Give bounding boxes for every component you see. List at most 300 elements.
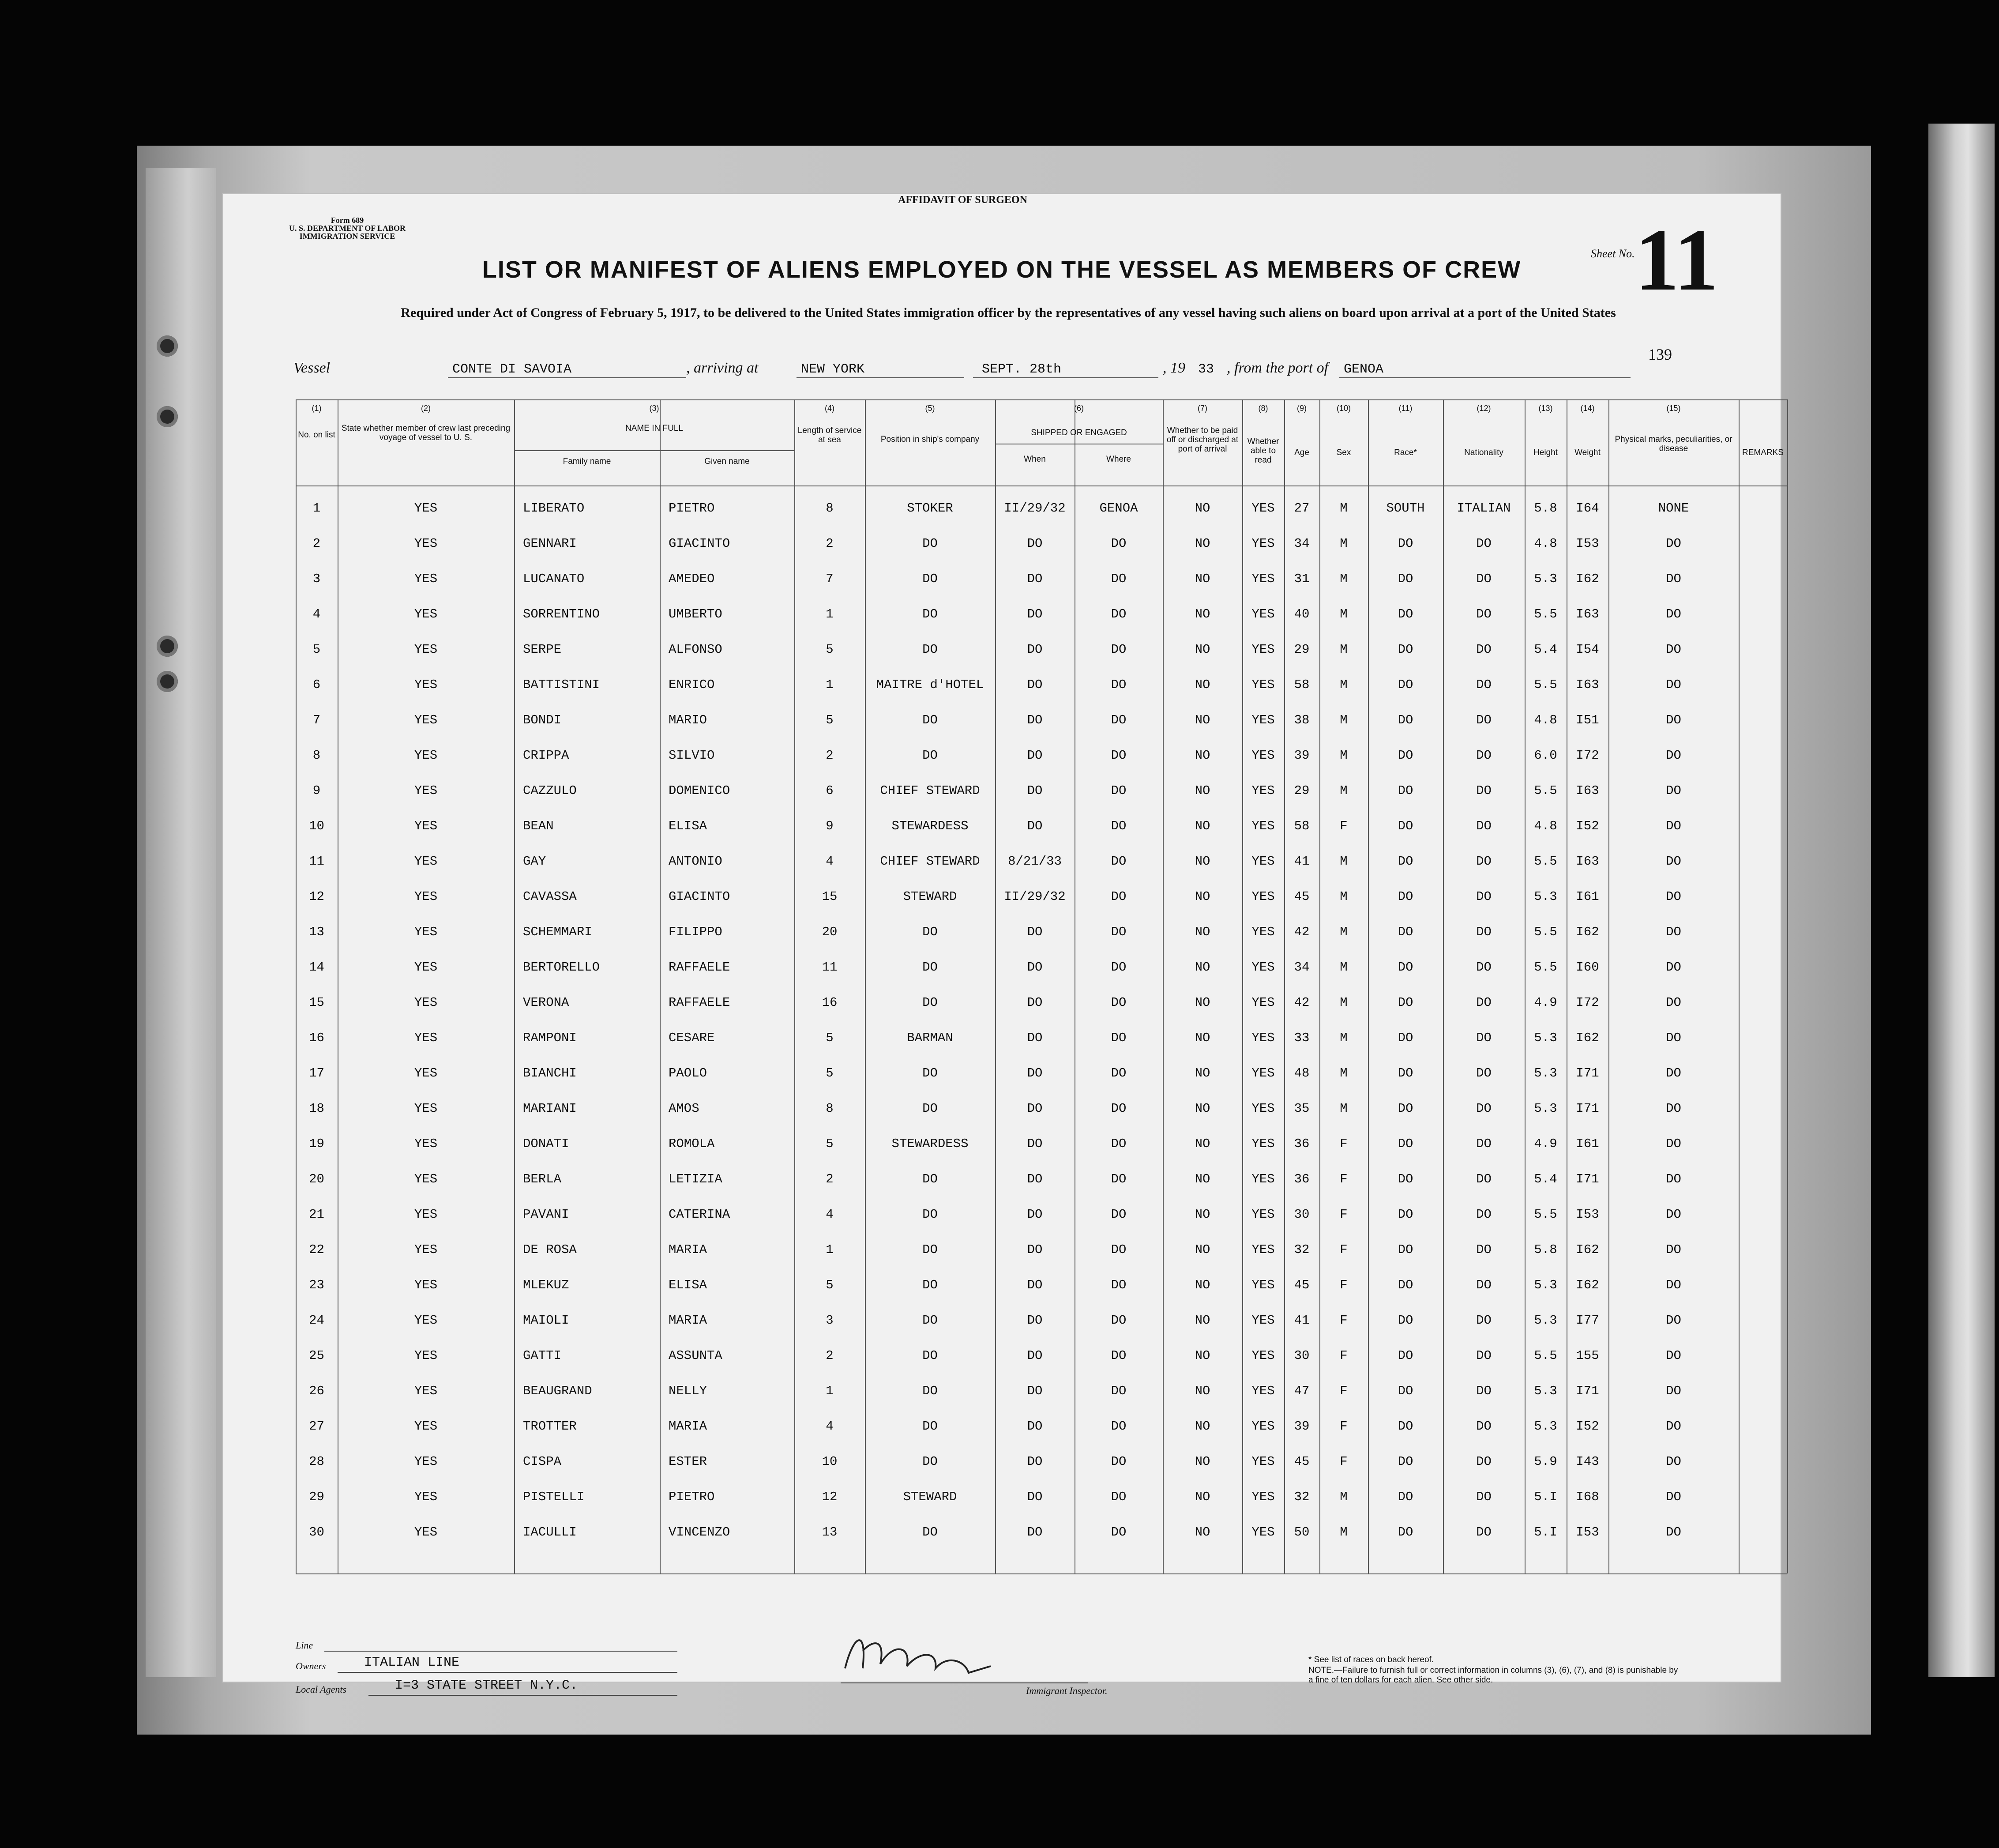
cell-given: ASSUNTA xyxy=(669,1348,722,1363)
cell-weight: I52 xyxy=(1576,819,1599,833)
cell-when: II/29/32 xyxy=(1004,889,1066,904)
cell-nat: DO xyxy=(1476,677,1492,692)
cell-length: 2 xyxy=(826,748,834,763)
cell-paid: NO xyxy=(1195,713,1210,727)
cell-when: DO xyxy=(1027,1137,1043,1151)
column-number: (9) xyxy=(1297,404,1307,413)
cell-given: AMEDEO xyxy=(669,572,715,586)
header-no-on-list: No. on list xyxy=(298,430,335,440)
cell-paid: NO xyxy=(1195,1454,1210,1469)
table-row xyxy=(296,1101,1787,1137)
cell-when: DO xyxy=(1027,1348,1043,1363)
column-number: (3) xyxy=(649,404,659,413)
cell-age: 34 xyxy=(1294,536,1310,551)
cell-nat: DO xyxy=(1476,1101,1492,1116)
cell-where: DO xyxy=(1111,536,1127,551)
cell-when: DO xyxy=(1027,748,1043,763)
cell-given: GIACINTO xyxy=(669,536,730,551)
cell-age: 34 xyxy=(1294,960,1310,975)
cell-sex: F xyxy=(1340,1278,1348,1292)
cell-weight: I61 xyxy=(1576,1137,1599,1151)
cell-sex: M xyxy=(1340,1101,1348,1116)
cell-read: YES xyxy=(1251,501,1275,516)
cell-when: DO xyxy=(1027,1525,1043,1539)
cell-length: 1 xyxy=(826,1384,834,1398)
column-number: (7) xyxy=(1198,404,1207,413)
cell-family: MLEKUZ xyxy=(523,1278,569,1292)
cell-given: ELISA xyxy=(669,1278,707,1292)
cell-age: 48 xyxy=(1294,1066,1310,1080)
header-remarks: REMARKS xyxy=(1742,448,1784,457)
cell-height: 5.I xyxy=(1534,1525,1557,1539)
cell-when: DO xyxy=(1027,1066,1043,1080)
cell-nat: DO xyxy=(1476,1242,1492,1257)
cell-race: DO xyxy=(1398,1490,1413,1504)
cell-no: 6 xyxy=(312,677,321,692)
cell-length: 6 xyxy=(826,783,834,798)
cell-no: 1 xyxy=(312,501,321,516)
cell-read: YES xyxy=(1251,1066,1275,1080)
table-row xyxy=(296,889,1787,925)
cell-nat: DO xyxy=(1476,1137,1492,1151)
cell-given: RAFFAELE xyxy=(669,995,730,1010)
year-prefix: , 19 xyxy=(1163,360,1185,376)
from-port: GENOA xyxy=(1344,362,1384,377)
cell-position: DO xyxy=(922,960,938,975)
cell-sex: M xyxy=(1340,607,1348,621)
cell-no: 15 xyxy=(309,995,324,1010)
cell-age: 35 xyxy=(1294,1101,1310,1116)
cell-where: DO xyxy=(1111,748,1127,763)
table-row xyxy=(296,1031,1787,1066)
cell-given: PIETRO xyxy=(669,1490,715,1504)
cell-length: 5 xyxy=(826,642,834,657)
cell-sex: M xyxy=(1340,677,1348,692)
cell-nat: DO xyxy=(1476,1278,1492,1292)
cell-length: 1 xyxy=(826,677,834,692)
cell-no: 28 xyxy=(309,1454,324,1469)
cell-height: 5.5 xyxy=(1534,1207,1557,1222)
cell-no: 16 xyxy=(309,1031,324,1045)
punch-hole xyxy=(157,335,178,357)
cell-where: DO xyxy=(1111,995,1127,1010)
cell-sex: F xyxy=(1340,819,1348,833)
cell-position: DO xyxy=(922,1313,938,1328)
cell-position: BARMAN xyxy=(907,1031,953,1045)
cell-marks: DO xyxy=(1666,889,1681,904)
cell-crew: YES xyxy=(414,713,438,727)
cell-weight: I64 xyxy=(1576,501,1599,516)
cell-marks: DO xyxy=(1666,783,1681,798)
cell-paid: NO xyxy=(1195,1031,1210,1045)
cell-nat: DO xyxy=(1476,1348,1492,1363)
cell-when: DO xyxy=(1027,1384,1043,1398)
header-paid-off: Whether to be paid off or discharged at port of arrival xyxy=(1166,426,1239,454)
table-row xyxy=(296,854,1787,889)
cell-marks: DO xyxy=(1666,1137,1681,1151)
cell-read: YES xyxy=(1251,1101,1275,1116)
cell-weight: I51 xyxy=(1576,713,1599,727)
cell-when: DO xyxy=(1027,1313,1043,1328)
cell-marks: DO xyxy=(1666,1490,1681,1504)
inspector-signature xyxy=(836,1624,995,1682)
cell-when: DO xyxy=(1027,783,1043,798)
cell-age: 39 xyxy=(1294,748,1310,763)
cell-weight: I54 xyxy=(1576,642,1599,657)
cell-family: SCHEMMARI xyxy=(523,925,592,939)
cell-weight: I77 xyxy=(1576,1313,1599,1328)
cell-given: DOMENICO xyxy=(669,783,730,798)
cell-crew: YES xyxy=(414,1278,438,1292)
cell-where: DO xyxy=(1111,1172,1127,1186)
cell-read: YES xyxy=(1251,1348,1275,1363)
table-row xyxy=(296,1454,1787,1490)
cell-position: DO xyxy=(922,1419,938,1434)
cell-position: DO xyxy=(922,925,938,939)
cell-where: DO xyxy=(1111,1419,1127,1434)
cell-marks: DO xyxy=(1666,854,1681,869)
cell-given: CATERINA xyxy=(669,1207,730,1222)
cell-length: 3 xyxy=(826,1313,834,1328)
cell-marks: DO xyxy=(1666,819,1681,833)
cell-when: DO xyxy=(1027,1454,1043,1469)
cell-height: 5.9 xyxy=(1534,1454,1557,1469)
cell-family: GAY xyxy=(523,854,546,869)
cell-sex: F xyxy=(1340,1313,1348,1328)
cell-race: DO xyxy=(1398,536,1413,551)
cell-age: 31 xyxy=(1294,572,1310,586)
cell-crew: YES xyxy=(414,607,438,621)
cell-race: SOUTH xyxy=(1386,501,1425,516)
cell-where: DO xyxy=(1111,783,1127,798)
cell-family: BERLA xyxy=(523,1172,562,1186)
cell-when: DO xyxy=(1027,1172,1043,1186)
cell-crew: YES xyxy=(414,748,438,763)
cell-height: 4.9 xyxy=(1534,1137,1557,1151)
cell-no: 9 xyxy=(312,783,321,798)
cell-nat: DO xyxy=(1476,960,1492,975)
cell-length: 1 xyxy=(826,1242,834,1257)
table-row xyxy=(296,783,1787,819)
cell-paid: NO xyxy=(1195,783,1210,798)
cell-sex: M xyxy=(1340,536,1348,551)
cell-height: 5.5 xyxy=(1534,607,1557,621)
cell-no: 8 xyxy=(312,748,321,763)
race-footnote: * See list of races on back hereof. xyxy=(1308,1655,1434,1664)
cell-family: BERTORELLO xyxy=(523,960,600,975)
fine-footnote: NOTE.—Failure to furnish full or correct information in columns (3), (6), (7), and (8) is punishable by a fine of ten dollars for each alien. See other side. xyxy=(1308,1666,1678,1685)
cell-read: YES xyxy=(1251,783,1275,798)
punch-hole xyxy=(157,636,178,657)
cell-height: 5.5 xyxy=(1534,960,1557,975)
page-subtitle: Required under Act of Congress of February 5, 1917, to be delivered to the United States immigration officer by the representatives of any vessel having such aliens on board upon arrival at a port of the United States xyxy=(401,305,1616,320)
cell-marks: DO xyxy=(1666,1172,1681,1186)
table-row xyxy=(296,1348,1787,1384)
cell-race: DO xyxy=(1398,995,1413,1010)
cell-family: LIBERATO xyxy=(523,501,585,516)
cell-race: DO xyxy=(1398,854,1413,869)
cell-race: DO xyxy=(1398,1066,1413,1080)
header-length-of-service: Length of service at sea xyxy=(797,426,862,444)
cell-position: DO xyxy=(922,1454,938,1469)
cell-marks: DO xyxy=(1666,1313,1681,1328)
cell-length: 9 xyxy=(826,819,834,833)
cell-position: DO xyxy=(922,1348,938,1363)
cell-age: 36 xyxy=(1294,1172,1310,1186)
cell-position: DO xyxy=(922,536,938,551)
cell-where: DO xyxy=(1111,1348,1127,1363)
cell-height: 4.8 xyxy=(1534,819,1557,833)
cell-paid: NO xyxy=(1195,1242,1210,1257)
cell-sex: M xyxy=(1340,1525,1348,1539)
cell-age: 38 xyxy=(1294,713,1310,727)
cell-marks: DO xyxy=(1666,1348,1681,1363)
cell-race: DO xyxy=(1398,1278,1413,1292)
header-physical-marks: Physical marks, peculiarities, or disease xyxy=(1615,435,1732,453)
cell-read: YES xyxy=(1251,748,1275,763)
cell-length: 2 xyxy=(826,1172,834,1186)
cell-marks: DO xyxy=(1666,960,1681,975)
cell-no: 13 xyxy=(309,925,324,939)
cell-position: MAITRE d'HOTEL xyxy=(876,677,984,692)
cell-race: DO xyxy=(1398,1348,1413,1363)
cell-family: BONDI xyxy=(523,713,562,727)
cell-read: YES xyxy=(1251,1278,1275,1292)
cell-when: DO xyxy=(1027,572,1043,586)
table-row xyxy=(296,1419,1787,1454)
table-row xyxy=(296,713,1787,748)
cell-age: 40 xyxy=(1294,607,1310,621)
cell-no: 24 xyxy=(309,1313,324,1328)
cell-race: DO xyxy=(1398,1242,1413,1257)
cell-weight: I62 xyxy=(1576,1031,1599,1045)
cell-sex: F xyxy=(1340,1242,1348,1257)
header-weight: Weight xyxy=(1574,448,1601,457)
manifest-sheet xyxy=(223,194,1784,1696)
cell-no: 2 xyxy=(312,536,321,551)
cell-paid: NO xyxy=(1195,854,1210,869)
arrival-port: NEW YORK xyxy=(801,362,865,377)
cell-no: 21 xyxy=(309,1207,324,1222)
cell-given: PIETRO xyxy=(669,501,715,516)
cell-height: 4.8 xyxy=(1534,536,1557,551)
cell-given: ALFONSO xyxy=(669,642,722,657)
header-crew-status: State whether member of crew last preceding voyage of vessel to U. S. xyxy=(341,424,511,442)
cell-position: DO xyxy=(922,1525,938,1539)
cell-where: DO xyxy=(1111,889,1127,904)
cell-race: DO xyxy=(1398,1525,1413,1539)
cell-sex: F xyxy=(1340,1454,1348,1469)
cell-weight: 155 xyxy=(1576,1348,1599,1363)
cell-age: 33 xyxy=(1294,1031,1310,1045)
cell-paid: NO xyxy=(1195,572,1210,586)
table-row xyxy=(296,995,1787,1031)
cell-length: 4 xyxy=(826,1419,834,1434)
cell-paid: NO xyxy=(1195,1490,1210,1504)
cell-no: 18 xyxy=(309,1101,324,1116)
cell-length: 5 xyxy=(826,1066,834,1080)
cell-family: CISPA xyxy=(523,1454,562,1469)
cell-read: YES xyxy=(1251,1031,1275,1045)
cell-read: YES xyxy=(1251,1313,1275,1328)
cell-marks: DO xyxy=(1666,1207,1681,1222)
cell-age: 29 xyxy=(1294,783,1310,798)
cell-height: 5.5 xyxy=(1534,925,1557,939)
cell-when: DO xyxy=(1027,1278,1043,1292)
cell-age: 42 xyxy=(1294,925,1310,939)
table-row xyxy=(296,677,1787,713)
cell-race: DO xyxy=(1398,677,1413,692)
cell-weight: I71 xyxy=(1576,1066,1599,1080)
cell-nat: DO xyxy=(1476,783,1492,798)
cell-paid: NO xyxy=(1195,1313,1210,1328)
cell-marks: DO xyxy=(1666,713,1681,727)
cell-age: 50 xyxy=(1294,1525,1310,1539)
column-number: (4) xyxy=(825,404,834,413)
cell-where: DO xyxy=(1111,1101,1127,1116)
cell-where: DO xyxy=(1111,642,1127,657)
cell-nat: DO xyxy=(1476,995,1492,1010)
cell-length: 4 xyxy=(826,1207,834,1222)
cell-position: DO xyxy=(922,748,938,763)
cell-nat: DO xyxy=(1476,854,1492,869)
cell-read: YES xyxy=(1251,572,1275,586)
cell-when: DO xyxy=(1027,1490,1043,1504)
cell-nat: DO xyxy=(1476,1419,1492,1434)
cell-paid: NO xyxy=(1195,960,1210,975)
cell-family: SORRENTINO xyxy=(523,607,600,621)
cell-length: 10 xyxy=(822,1454,838,1469)
cell-marks: DO xyxy=(1666,925,1681,939)
column-number: (2) xyxy=(421,404,431,413)
cell-paid: NO xyxy=(1195,819,1210,833)
cell-crew: YES xyxy=(414,1242,438,1257)
cell-height: 5.I xyxy=(1534,1490,1557,1504)
cell-marks: DO xyxy=(1666,1242,1681,1257)
cell-no: 23 xyxy=(309,1278,324,1292)
header-race: Race* xyxy=(1394,448,1417,457)
cell-no: 3 xyxy=(312,572,321,586)
cell-read: YES xyxy=(1251,819,1275,833)
cell-read: YES xyxy=(1251,854,1275,869)
cell-marks: DO xyxy=(1666,1525,1681,1539)
cell-when: DO xyxy=(1027,1242,1043,1257)
cell-length: 16 xyxy=(822,995,838,1010)
cell-given: ENRICO xyxy=(669,677,715,692)
cell-crew: YES xyxy=(414,1348,438,1363)
cell-nat: DO xyxy=(1476,1313,1492,1328)
cell-when: DO xyxy=(1027,1207,1043,1222)
header-nationality: Nationality xyxy=(1464,448,1503,457)
cell-sex: F xyxy=(1340,1348,1348,1363)
cell-family: IACULLI xyxy=(523,1525,577,1539)
cell-paid: NO xyxy=(1195,1066,1210,1080)
cell-family: DONATI xyxy=(523,1137,569,1151)
cell-family: BEAUGRAND xyxy=(523,1384,592,1398)
cell-age: 58 xyxy=(1294,819,1310,833)
cell-sex: M xyxy=(1340,960,1348,975)
cell-marks: DO xyxy=(1666,677,1681,692)
cell-no: 4 xyxy=(312,607,321,621)
cell-position: DO xyxy=(922,1242,938,1257)
cell-family: CAZZULO xyxy=(523,783,577,798)
cell-marks: DO xyxy=(1666,1031,1681,1045)
cell-paid: NO xyxy=(1195,677,1210,692)
cell-crew: YES xyxy=(414,1313,438,1328)
from-label: , from the port of xyxy=(1227,360,1329,376)
service: IMMIGRATION SERVICE xyxy=(299,232,395,241)
cell-marks: DO xyxy=(1666,1454,1681,1469)
cell-where: DO xyxy=(1111,713,1127,727)
agents-value: I=3 STATE STREET N.Y.C. xyxy=(395,1678,578,1693)
vessel-name: CONTE DI SAVOIA xyxy=(452,362,572,377)
cell-sex: F xyxy=(1340,1172,1348,1186)
cell-position: DO xyxy=(922,1207,938,1222)
cell-crew: YES xyxy=(414,854,438,869)
cell-family: BEAN xyxy=(523,819,554,833)
cell-given: LETIZIA xyxy=(669,1172,722,1186)
table-row xyxy=(296,536,1787,572)
cell-read: YES xyxy=(1251,995,1275,1010)
header-position: Position in ship's company xyxy=(880,435,980,444)
department: U. S. DEPARTMENT OF LABOR xyxy=(289,224,406,233)
cell-read: YES xyxy=(1251,607,1275,621)
cell-crew: YES xyxy=(414,960,438,975)
cell-read: YES xyxy=(1251,642,1275,657)
cell-family: SERPE xyxy=(523,642,562,657)
cell-length: 12 xyxy=(822,1490,838,1504)
cell-paid: NO xyxy=(1195,748,1210,763)
column-number: (8) xyxy=(1258,404,1268,413)
column-number: (13) xyxy=(1538,404,1553,413)
cell-weight: I52 xyxy=(1576,1419,1599,1434)
cell-position: STEWARDESS xyxy=(891,819,969,833)
cell-nat: DO xyxy=(1476,889,1492,904)
cell-height: 5.3 xyxy=(1534,1031,1557,1045)
cell-given: FILIPPO xyxy=(669,925,722,939)
cell-sex: M xyxy=(1340,1490,1348,1504)
binder-left-strip xyxy=(146,168,216,1677)
cell-weight: I53 xyxy=(1576,1525,1599,1539)
cell-no: 5 xyxy=(312,642,321,657)
cell-where: DO xyxy=(1111,1066,1127,1080)
cell-no: 7 xyxy=(312,713,321,727)
cell-nat: DO xyxy=(1476,536,1492,551)
table-row xyxy=(296,501,1787,536)
cell-race: DO xyxy=(1398,783,1413,798)
cell-race: DO xyxy=(1398,748,1413,763)
header-shipped-or-engaged: SHIPPED OR ENGAGED xyxy=(1031,428,1127,437)
page-title: LIST OR MANIFEST OF ALIENS EMPLOYED ON THE VESSEL AS MEMBERS OF CREW xyxy=(482,256,1522,283)
cell-paid: NO xyxy=(1195,889,1210,904)
table-row xyxy=(296,1278,1787,1313)
cell-weight: I63 xyxy=(1576,677,1599,692)
cell-weight: I62 xyxy=(1576,925,1599,939)
table-row xyxy=(296,925,1787,960)
header-given-name: Given name xyxy=(704,457,750,466)
cell-read: YES xyxy=(1251,1384,1275,1398)
cell-age: 32 xyxy=(1294,1242,1310,1257)
cell-read: YES xyxy=(1251,1137,1275,1151)
cell-length: 5 xyxy=(826,1278,834,1292)
cell-race: DO xyxy=(1398,1031,1413,1045)
column-number: (15) xyxy=(1666,404,1681,413)
cell-given: MARIA xyxy=(669,1313,707,1328)
cell-position: DO xyxy=(922,572,938,586)
cell-length: 13 xyxy=(822,1525,838,1539)
cell-read: YES xyxy=(1251,677,1275,692)
cell-where: DO xyxy=(1111,1384,1127,1398)
